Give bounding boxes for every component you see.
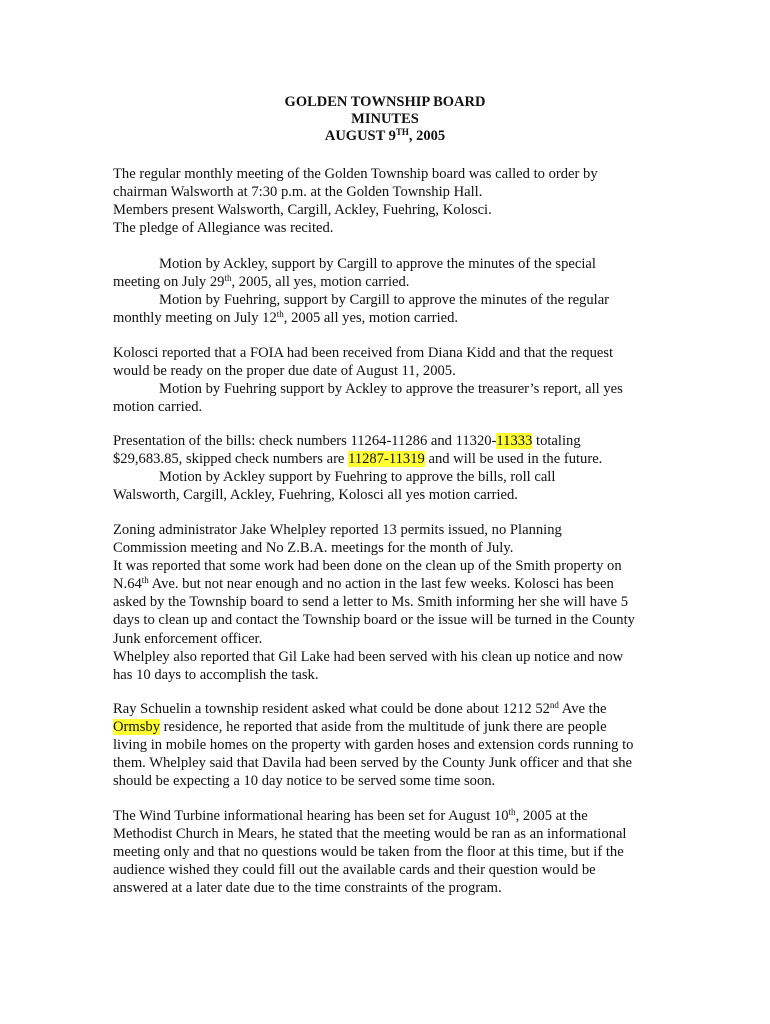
paragraph-line (113, 700, 673, 718)
ordinal-sup: th (141, 575, 149, 586)
text-run: Ray Schuelin a township resident asked what could be done about 1212 52 (113, 701, 550, 717)
text-run: , 2005 all yes, motion carried. (283, 310, 459, 327)
paragraph-bills (113, 432, 673, 504)
paragraph-line: asked by the Township board to send a letter to Ms. Smith informing her she will have 5 (113, 594, 629, 611)
paragraph-line: Kolosci reported that a FOIA had been received from Diana Kidd and that the request (113, 345, 614, 361)
text-run: $29,683.85, skipped check numbers are (113, 451, 349, 468)
text-run: residence, he reported that aside from the multitude of junk there are people (160, 719, 607, 736)
header-date-sup: TH (395, 127, 409, 137)
highlighted-text: Ormsby (113, 719, 161, 736)
paragraph-line: Commission meeting and No Z.B.A. meetings for the month of July. (113, 540, 514, 557)
paragraph-line: motion carried. (113, 399, 203, 416)
text-run: meeting on July 29 (113, 274, 225, 291)
paragraph-line: would be ready on the proper due date of August 11, 2005. (113, 363, 456, 380)
paragraph-call-to-order (113, 165, 673, 237)
paragraph-line: has 10 days to accomplish the task. (113, 666, 319, 683)
paragraph-line: It was reported that some work had been done on the clean up of the Smith property on (113, 558, 622, 575)
text-run: and will be used in the future. (424, 451, 603, 468)
paragraph-line: Whelpley also reported that Gil Lake had been served with his clean up notice and now (113, 648, 624, 665)
text-run: , 2005, all yes, motion carried. (231, 274, 410, 291)
paragraph-line (113, 718, 673, 736)
text-run: Ave. but not near enough and no action in the last few weeks. Kolosci has been (148, 576, 614, 593)
header-date (0, 128, 770, 145)
paragraph-line: Motion by Fuehring support by Ackley to approve the treasurer’s report, all yes (159, 381, 623, 398)
ordinal-sup: th (224, 273, 232, 284)
paragraph-foia (113, 344, 673, 416)
paragraph-wind-turbine (113, 807, 673, 897)
paragraph-line (113, 309, 673, 327)
ordinal-sup: th (276, 309, 284, 320)
paragraph-line (113, 450, 673, 468)
paragraph-minutes-motions (113, 255, 673, 327)
header-line-1: GOLDEN TOWNSHIP BOARD (284, 94, 486, 110)
text-run: Presentation of the bills: check numbers 11264-11286 and 11320- (113, 433, 497, 449)
paragraph-line: days to clean up and contact the Township board or the issue will be turned in the County (113, 612, 635, 629)
highlighted-text: 11287-11319 (348, 451, 425, 468)
paragraph-line: chairman Walsworth at 7:30 p.m. at the Golden Township Hall. (113, 184, 483, 201)
ordinal-sup: nd (549, 700, 559, 710)
paragraph-line (113, 432, 673, 450)
paragraph-zoning (113, 521, 673, 684)
text-run: The Wind Turbine informational hearing has been set for August 10 (113, 808, 509, 824)
text-run: , 2005 at the (515, 808, 588, 824)
paragraph-line: Walsworth, Cargill, Ackley, Fuehring, Kolosci all yes motion carried. (113, 487, 518, 504)
paragraph-line: Motion by Ackley, support by Cargill to approve the minutes of the special (159, 256, 596, 272)
highlighted-text: 11333 (496, 433, 533, 449)
header-date-text: AUGUST 9 (324, 128, 396, 144)
paragraph-line: Motion by Ackley support by Fuehring to approve the bills, roll call (159, 469, 556, 486)
paragraph-line: Members present Walsworth, Cargill, Ackley, Fuehring, Kolosci. (113, 202, 492, 219)
paragraph-line: audience wished they could fill out the available cards and their question would be (113, 862, 596, 879)
text-run: monthly meeting on July 12 (113, 310, 277, 327)
paragraph-line (113, 807, 673, 825)
paragraph-line: Zoning administrator Jake Whelpley reported 13 permits issued, no Planning (113, 522, 562, 538)
text-run: totaling (532, 433, 581, 449)
text-run: N.64 (113, 576, 142, 593)
paragraph-resident-complaint (113, 700, 673, 790)
paragraph-line: Methodist Church in Mears, he stated that the meeting would be ran as an informational (113, 826, 627, 843)
paragraph-line (113, 273, 673, 291)
paragraph-line: living in mobile homes on the property with garden hoses and extension cords running to (113, 737, 634, 754)
paragraph-line: should be expecting a 10 day notice to be served some time soon. (113, 773, 496, 790)
paragraph-line: answered at a later date due to the time constraints of the program. (113, 880, 502, 897)
document-header (0, 94, 770, 145)
ordinal-sup: th (508, 807, 516, 817)
paragraph-line: Junk enforcement officer. (113, 630, 263, 647)
header-line-2: MINUTES (351, 111, 419, 127)
paragraph-line: meeting only and that no questions would be taken from the floor at this time, but if the (113, 844, 624, 861)
text-run: Ave the (558, 701, 607, 717)
paragraph-line: them. Whelpley said that Davila had been served by the County Junk officer and that she (113, 755, 633, 772)
header-date-year: , 2005 (408, 128, 446, 144)
paragraph-line: The regular monthly meeting of the Golden Township board was called to order by (113, 166, 598, 182)
paragraph-line: Motion by Fuehring, support by Cargill to approve the minutes of the regular (159, 292, 610, 309)
paragraph-line: The pledge of Allegiance was recited. (113, 220, 334, 237)
paragraph-line (113, 575, 673, 593)
